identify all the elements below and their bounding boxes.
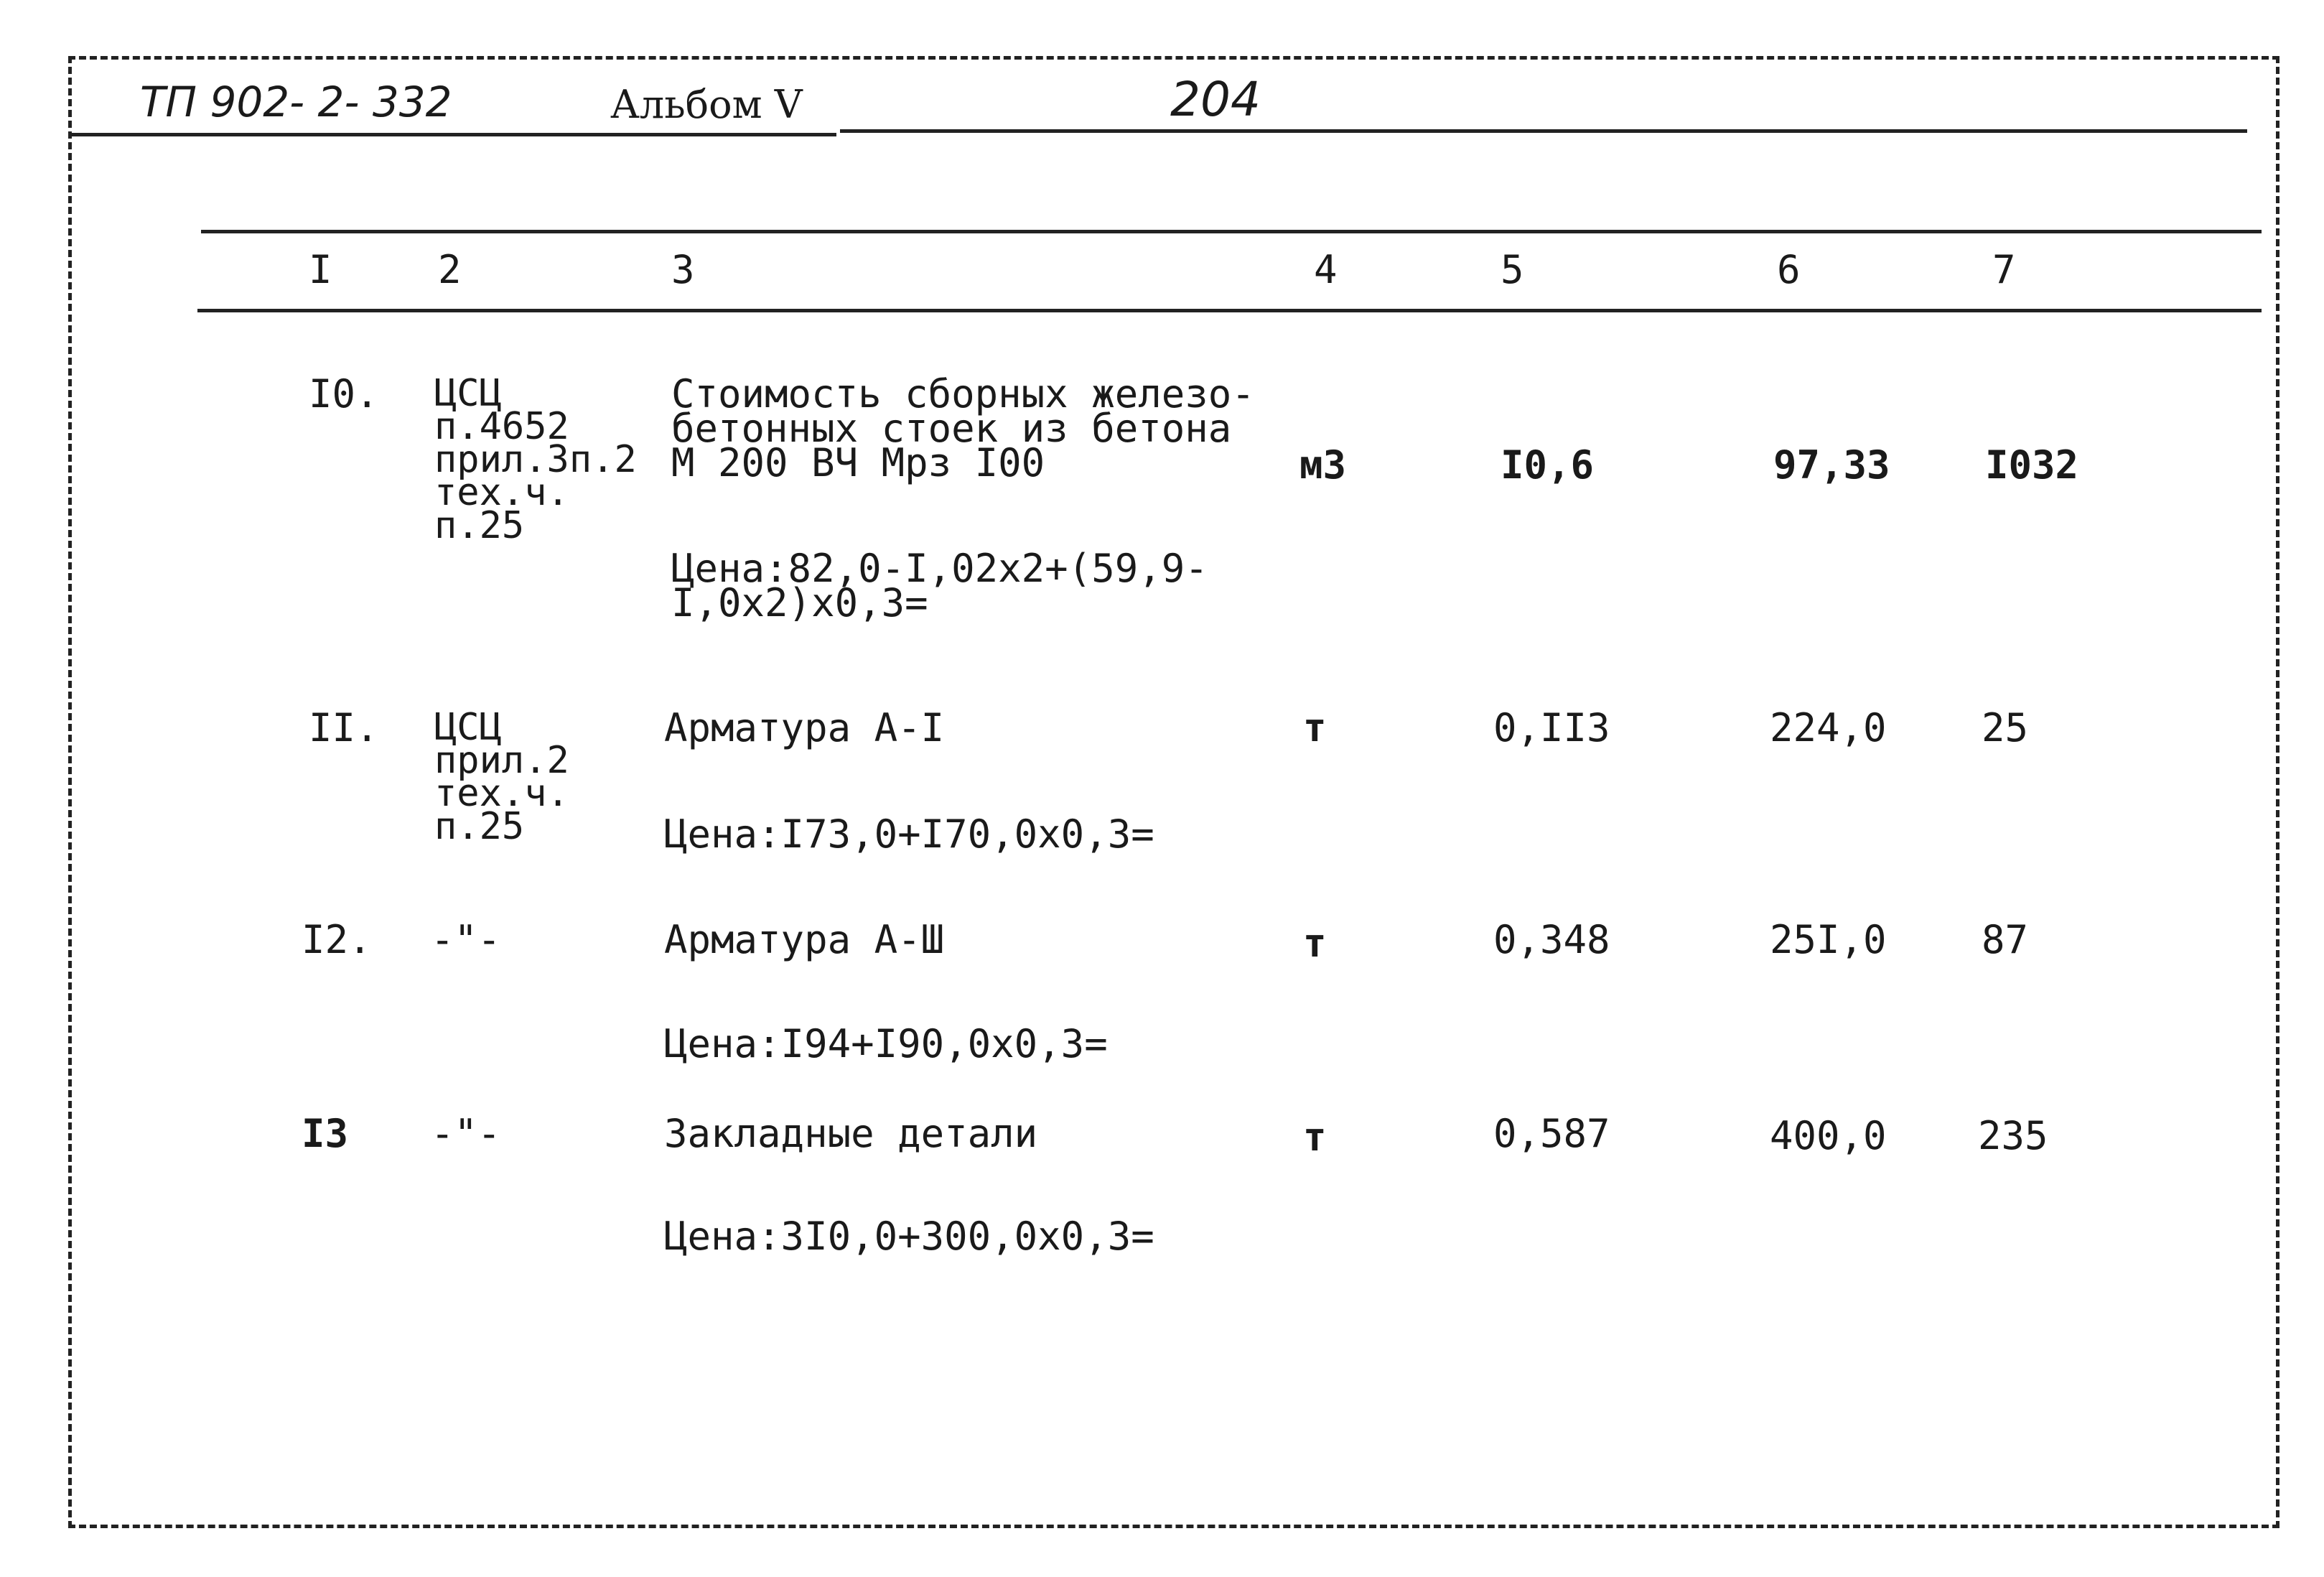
quantity: 0,348 [1493,917,1610,962]
total: I032 [1985,442,2079,488]
price-formula-line: Цена:82,0-I,02х2+(59,9- [671,546,1208,591]
unit: т [1303,921,1327,966]
description-line: Стоимость сборных железо- [671,371,1255,417]
description-line: бетонных стоек из бетона [671,406,1232,451]
description-line: Арматура А-I [664,705,945,750]
quantity: 0,587 [1493,1111,1610,1156]
reference-line: прил.2 [434,739,569,782]
reference-line: прил.3п.2 [434,438,637,481]
unit: т [1303,705,1327,750]
unit-price: 25I,0 [1770,917,1887,962]
unit-price: 97,33 [1773,442,1890,488]
column-number-6: 6 [1777,247,1801,292]
reference-line: тех.ч. [434,772,569,815]
header-rule-left [68,133,836,136]
unit-price: 400,0 [1770,1113,1887,1158]
reference-line: тех.ч. [434,471,569,514]
reference-ditto: -"- [431,1111,501,1156]
price-formula-line: Цена:I94+I90,0х0,3= [664,1021,1108,1066]
price-formula-line: Цена:I73,0+I70,0х0,3= [664,811,1154,857]
row-number: I2. [302,917,372,962]
column-number-7: 7 [1992,247,2016,292]
table-head-rule [197,309,2262,312]
reference-line: ЦСЦ [434,372,502,415]
unit: м3 [1299,442,1347,488]
price-formula-line: I,0х2)х0,3= [671,580,928,625]
total: 25 [1982,705,2029,750]
column-number-4: 4 [1314,247,1338,292]
reference-line: ЦСЦ [434,706,502,749]
row-number: I0. [309,371,379,417]
column-number-5: 5 [1501,247,1524,292]
column-number-3: 3 [671,247,695,292]
unit: т [1303,1115,1327,1160]
column-number-2: 2 [438,247,462,292]
total: 235 [1978,1113,2048,1158]
description-line: Закладные детали [664,1111,1038,1156]
reference-line: п.25 [434,504,525,547]
row-number: II. [309,705,379,750]
column-number-1: I [309,247,332,292]
reference-line: п.25 [434,805,525,848]
page-number: 204 [1170,72,1261,127]
price-formula-line: Цена:3I0,0+300,0х0,3= [664,1214,1154,1259]
reference-ditto: -"- [431,917,501,962]
quantity: I0,6 [1501,442,1595,488]
project-code: ТП 902- 2- 332 [140,78,452,126]
total: 87 [1982,917,2029,962]
page-border [68,56,2279,1528]
unit-price: 224,0 [1770,705,1887,750]
quantity: 0,II3 [1493,705,1610,750]
reference-line: п.4652 [434,405,569,448]
header-rule-right [840,129,2247,133]
description-line: Арматура А-Ш [664,917,945,962]
album-label: Альбом V [610,82,803,127]
description-line: М 200 ВЧ Мрз I00 [671,440,1045,485]
row-number: I3 [302,1111,349,1156]
table-top-rule [201,230,2262,233]
